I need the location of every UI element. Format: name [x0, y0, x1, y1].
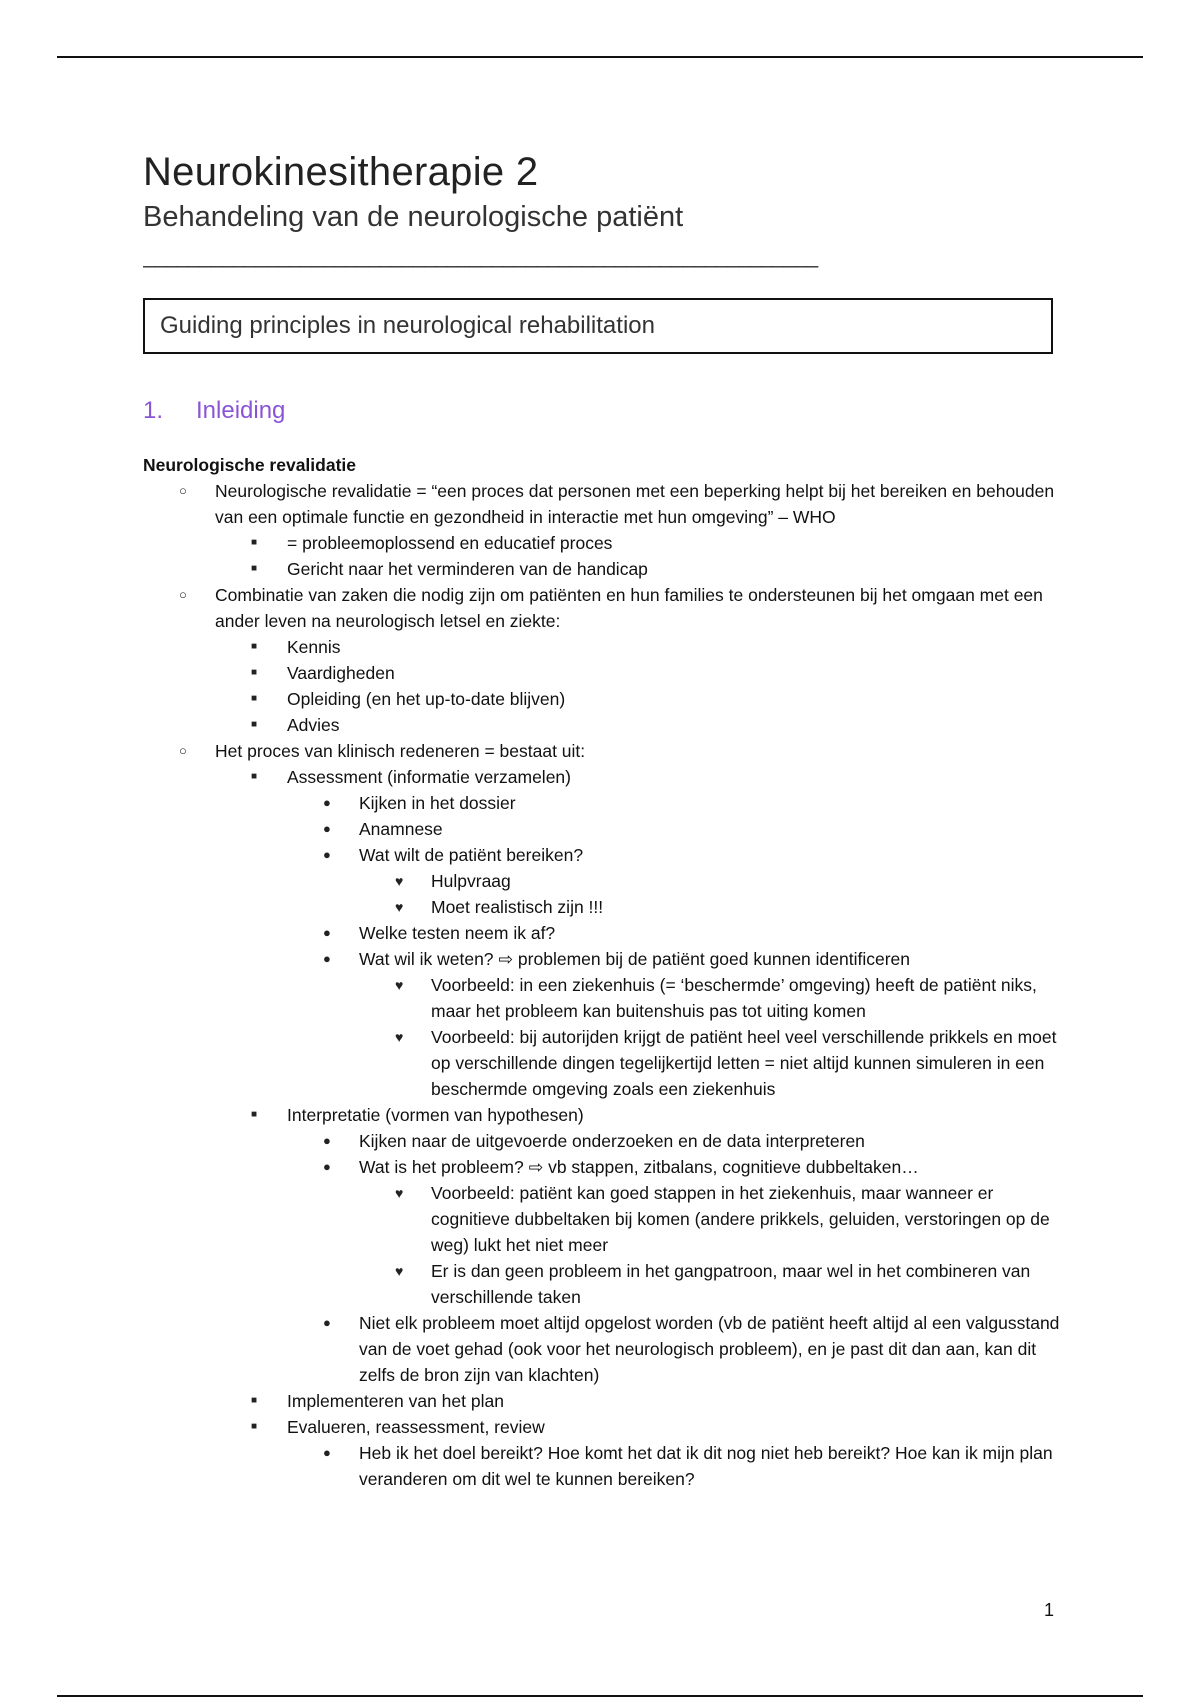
list-item-text: Er is dan geen probleem in het gangpatroon, maar wel in het combineren van verschillende taken [431, 1261, 1031, 1307]
list-item [143, 920, 1063, 946]
list-item-text: Moet realistisch zijn !!! [431, 897, 604, 917]
list-item-text: Implementeren van het plan [287, 1391, 504, 1411]
list-item [143, 868, 1063, 894]
bullet-square-icon: ■ [251, 1395, 258, 1406]
bullet-dot-icon: ● [323, 1315, 331, 1330]
topic-box: Guiding principles in neurological rehabilitation [143, 298, 1053, 354]
list-item-text: Wat wilt de patiënt bereiken? [359, 845, 584, 865]
bullet-square-icon: ■ [251, 667, 258, 678]
list-item [143, 764, 1063, 790]
bullet-heart-icon: ♥ [395, 1185, 404, 1201]
bullet-dot-icon: ● [323, 1445, 331, 1460]
bullet-circle-icon: ○ [179, 587, 187, 602]
bullet-dot-icon: ● [323, 1159, 331, 1174]
list-item [143, 1310, 1063, 1388]
list-item-text: Kijken naar de uitgevoerde onderzoeken en de data interpreteren [359, 1131, 865, 1151]
list-item [143, 972, 1063, 1024]
bullet-heart-icon: ♥ [395, 977, 404, 993]
list-item-text: Wat is het probleem? ⇨ vb stappen, zitbalans, cognitieve dubbeltaken… [359, 1157, 919, 1177]
list-item-text: Het proces van klinisch redeneren = bestaat uit: [215, 741, 586, 761]
list-item [143, 1128, 1063, 1154]
bullet-square-icon: ■ [251, 1421, 258, 1432]
bullet-square-icon: ■ [251, 719, 258, 730]
bullet-square-icon: ■ [251, 771, 258, 782]
list-item-text: Kijken in het dossier [359, 793, 516, 813]
list-item [143, 686, 1063, 712]
list-item-text: Evalueren, reassessment, review [287, 1417, 545, 1437]
page-bottom-rule [57, 1695, 1143, 1697]
bullet-dot-icon: ● [323, 795, 331, 810]
list-item-text: = probleemoplossend en educatief proces [287, 533, 613, 553]
document-subtitle: Behandeling van de neurologische patiënt [143, 201, 684, 233]
list-item-text: Voorbeeld: in een ziekenhuis (= ‘beschermde’ omgeving) heeft de patiënt niks, maar het probleem kan buitenshuis pas tot uiting komen [431, 975, 1037, 1021]
bullet-square-icon: ■ [251, 537, 258, 548]
list-item [143, 530, 1063, 556]
bullet-dot-icon: ● [323, 821, 331, 836]
list-item-text: Voorbeeld: bij autorijden krijgt de patiënt heel veel verschillende prikkels en moet op verschillende dingen tegelijkertijd letten = niet altijd kunnen simuleren in een beschermde omgeving zoals een ziekenhuis [431, 1027, 1057, 1099]
list-item-text: Opleiding (en het up-to-date blijven) [287, 689, 566, 709]
bullet-dot-icon: ● [323, 1133, 331, 1148]
list-item [143, 712, 1063, 738]
list-item-text: Neurologische revalidatie = “een proces dat personen met een beperking helpt bij het bereiken en behouden van een optimale functie en gezondheid in interactie met hun omgeving” – WHO [215, 481, 1055, 527]
list-item [143, 1024, 1063, 1102]
page-top-rule [57, 56, 1143, 58]
bullet-heart-icon: ♥ [395, 1263, 404, 1279]
list-item [143, 1258, 1063, 1310]
list-item [143, 1414, 1063, 1440]
list-item-text: Welke testen neem ik af? [359, 923, 556, 943]
page-content [143, 146, 1063, 1492]
list-item [143, 894, 1063, 920]
section-number: 1. [143, 397, 164, 424]
page-number: 1 [1044, 1600, 1055, 1620]
bullet-heart-icon: ♥ [395, 1029, 404, 1045]
list-item [143, 1102, 1063, 1128]
list-item-text: Anamnese [359, 819, 443, 839]
section-heading [143, 396, 1063, 426]
list-item [143, 1388, 1063, 1414]
bullet-dot-icon: ● [323, 951, 331, 966]
list-item [143, 582, 1063, 634]
list-item [143, 842, 1063, 868]
bullet-heart-icon: ♥ [395, 873, 404, 889]
list-item-text: Hulpvraag [431, 871, 511, 891]
list-item-text: Heb ik het doel bereikt? Hoe komt het dat ik dit nog niet heb bereikt? Hoe kan ik mijn plan veranderen om dit wel te kunnen bereiken? [359, 1443, 1053, 1489]
list-item-text: Advies [287, 715, 340, 735]
list-item [143, 1440, 1063, 1492]
list-item-text: Wat wil ik weten? ⇨ problemen bij de patiënt goed kunnen identificeren [359, 949, 911, 969]
list-item [143, 946, 1063, 972]
list-item [143, 1154, 1063, 1180]
bullet-square-icon: ■ [251, 641, 258, 652]
list-item-text: Niet elk probleem moet altijd opgelost worden (vb de patiënt heeft altijd al een valgusstand van de voet gehad (ook voor het neurologisch probleem), en je past dit dan aan, kan dit zelfs de bron zijn van klachten) [359, 1313, 1060, 1385]
list-item [143, 634, 1063, 660]
list-item-text: Vaardigheden [287, 663, 395, 683]
subsection-label: Neurologische revalidatie [143, 455, 356, 475]
list-item-text: Gericht naar het verminderen van de handicap [287, 559, 648, 579]
list-item [143, 790, 1063, 816]
list-item-text: Voorbeeld: patiënt kan goed stappen in het ziekenhuis, maar wanneer er cognitieve dubbeltaken bij komen (andere prikkels, geluiden, verstoringen op de weg) lukt het niet meer [431, 1183, 1050, 1255]
title-underline: ____________________________________________________________ [143, 244, 818, 268]
list-item [143, 738, 1063, 764]
list-item [143, 816, 1063, 842]
list-item-text: Kennis [287, 637, 341, 657]
bullet-dot-icon: ● [323, 847, 331, 862]
document-title: Neurokinesitherapie 2 [143, 150, 539, 194]
bullet-outline [143, 478, 1063, 1492]
bullet-heart-icon: ♥ [395, 899, 404, 915]
bullet-circle-icon: ○ [179, 483, 187, 498]
list-item [143, 1180, 1063, 1258]
list-item [143, 478, 1063, 530]
bullet-circle-icon: ○ [179, 743, 187, 758]
bullet-square-icon: ■ [251, 1109, 258, 1120]
list-item-text: Assessment (informatie verzamelen) [287, 767, 571, 787]
bullet-square-icon: ■ [251, 563, 258, 574]
section-title: Inleiding [196, 397, 286, 424]
list-item-text: Combinatie van zaken die nodig zijn om patiënten en hun families te ondersteunen bij het omgaan met een ander leven na neurologisch letsel en ziekte: [215, 585, 1043, 631]
list-item-text: Interpretatie (vormen van hypothesen) [287, 1105, 584, 1125]
bullet-square-icon: ■ [251, 693, 258, 704]
bullet-dot-icon: ● [323, 925, 331, 940]
list-item [143, 556, 1063, 582]
list-item [143, 660, 1063, 686]
